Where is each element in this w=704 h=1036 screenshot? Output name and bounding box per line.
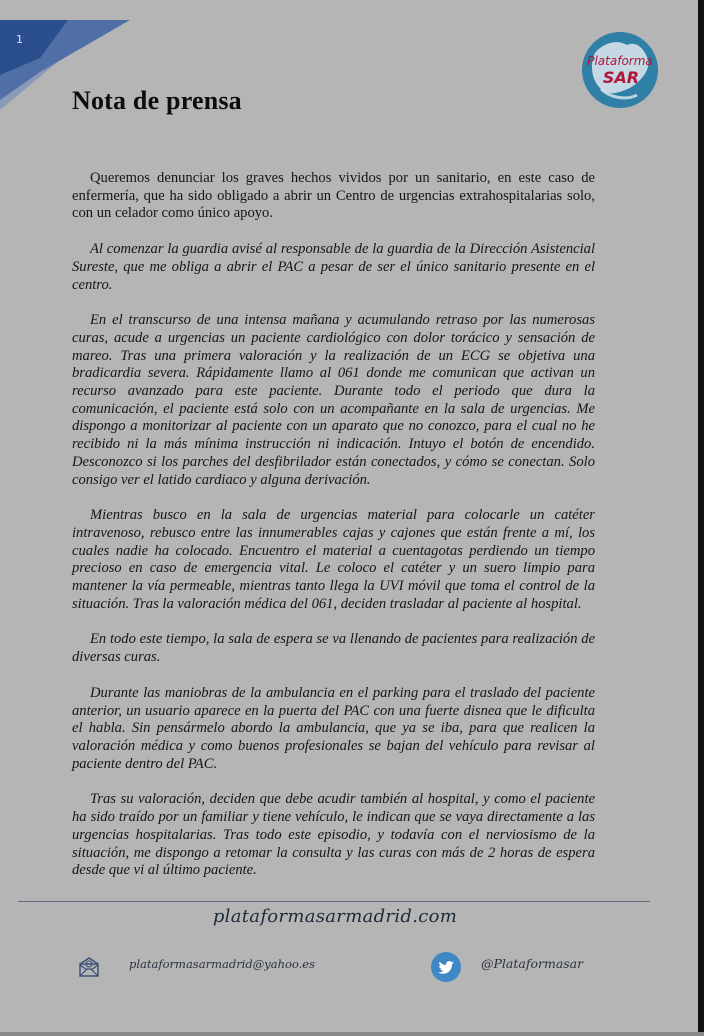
page-right-edge <box>698 0 704 1036</box>
logo-text-line2: SAR <box>602 68 640 87</box>
twitter-icon[interactable] <box>430 951 462 983</box>
email-icon <box>78 956 100 978</box>
paragraph-testimony: En el transcurso de una intensa mañana y acumulando retraso por las numerosas curas, acude a urgencias un paciente cardiológico con dolor torácico y sensación de mareo. Tras una primera valoración y la realización de un ECG se objetiva una bradicardia severa. Rápidamente llamo al 061 donde me comunican que activan un recurso avanzado para este paciente. Durante todo el periodo que dura la comunicación, el paciente está solo con un acompañante en la sala de urgencias. Me dispongo a monitorizar al paciente con un aparato que no conozco, para el cual no he recibido ni la más mínima instrucción ni indicación. Intuyo el botón de encendido. Desconozco si los parches del desfibrilador están conectados, y cómo se conectan. Solo consigo ver el latido cardiaco y alguna derivación. <box>72 312 595 488</box>
paragraph-testimony: Durante las maniobras de la ambulancia en el parking para el traslado del paciente anterior, un usuario aparece en la puerta del PAC con una fuerte disnea que le dificulta el habla. Sin pensármelo abordo la ambulancia, que ya se iba, para que realicen la valoración médica y como buenos profesionales se bajan del vehículo para revisar al paciente dentro del PAC. <box>72 684 595 772</box>
page-number: 1 <box>16 33 23 46</box>
email-address[interactable]: plataformasarmadrid@yahoo.es <box>129 957 315 971</box>
website-link[interactable]: plataformasarmadrid.com <box>212 906 458 927</box>
paragraph-testimony: Tras su valoración, deciden que debe acudir también al hospital, y como el paciente ha sido traído por un familiar y tiene vehículo, le indican que se vaya directamente a las urgencias hospitalarias. Tras todo este episodio, y todavía con el nerviosismo de la situación, me dispongo a retomar la consulta y las curas con más de 2 horas de espera desde que vi al último paciente. <box>72 791 595 879</box>
paragraph-testimony: Al comenzar la guardia avisé al responsable de la guardia de la Dirección Asistencial Sureste, que me obliga a abrir el PAC a pesar de ser el único sanitario presente en el centro. <box>72 241 595 293</box>
press-release-body <box>72 170 595 898</box>
page-title: Nota de prensa <box>72 86 242 115</box>
plataforma-sar-logo <box>581 31 659 109</box>
twitter-handle[interactable]: @Plataformasar <box>481 956 584 971</box>
footer-divider <box>18 901 650 902</box>
logo-text-line1: Plataforma <box>587 54 653 68</box>
paragraph-testimony: En todo este tiempo, la sala de espera se va llenando de pacientes para realización de diversas curas. <box>72 631 595 666</box>
page-bottom-edge <box>0 1032 704 1036</box>
paragraph-testimony: Mientras busco en la sala de urgencias material para colocarle un catéter intravenoso, rebusco entre las innumerables cajas y cajones que están frente a mí, los cuales nadie ha colocado. Encuentro el material a cuentagotas perdiendo un tiempo precioso en caso de emergencia vital. Le coloco el catéter y un suero limpio para mantener la vía permeable, mientras tanto llega la UVI móvil que toma el control de la situación. Tras la valoración médica del 061, deciden trasladar al paciente al hospital. <box>72 507 595 612</box>
paragraph-intro: Queremos denunciar los graves hechos vividos por un sanitario, en este caso de enfermería, que ha sido obligado a abrir un Centro de urgencias extrahospitalarias solo, con un celador como único apoyo. <box>72 170 595 222</box>
